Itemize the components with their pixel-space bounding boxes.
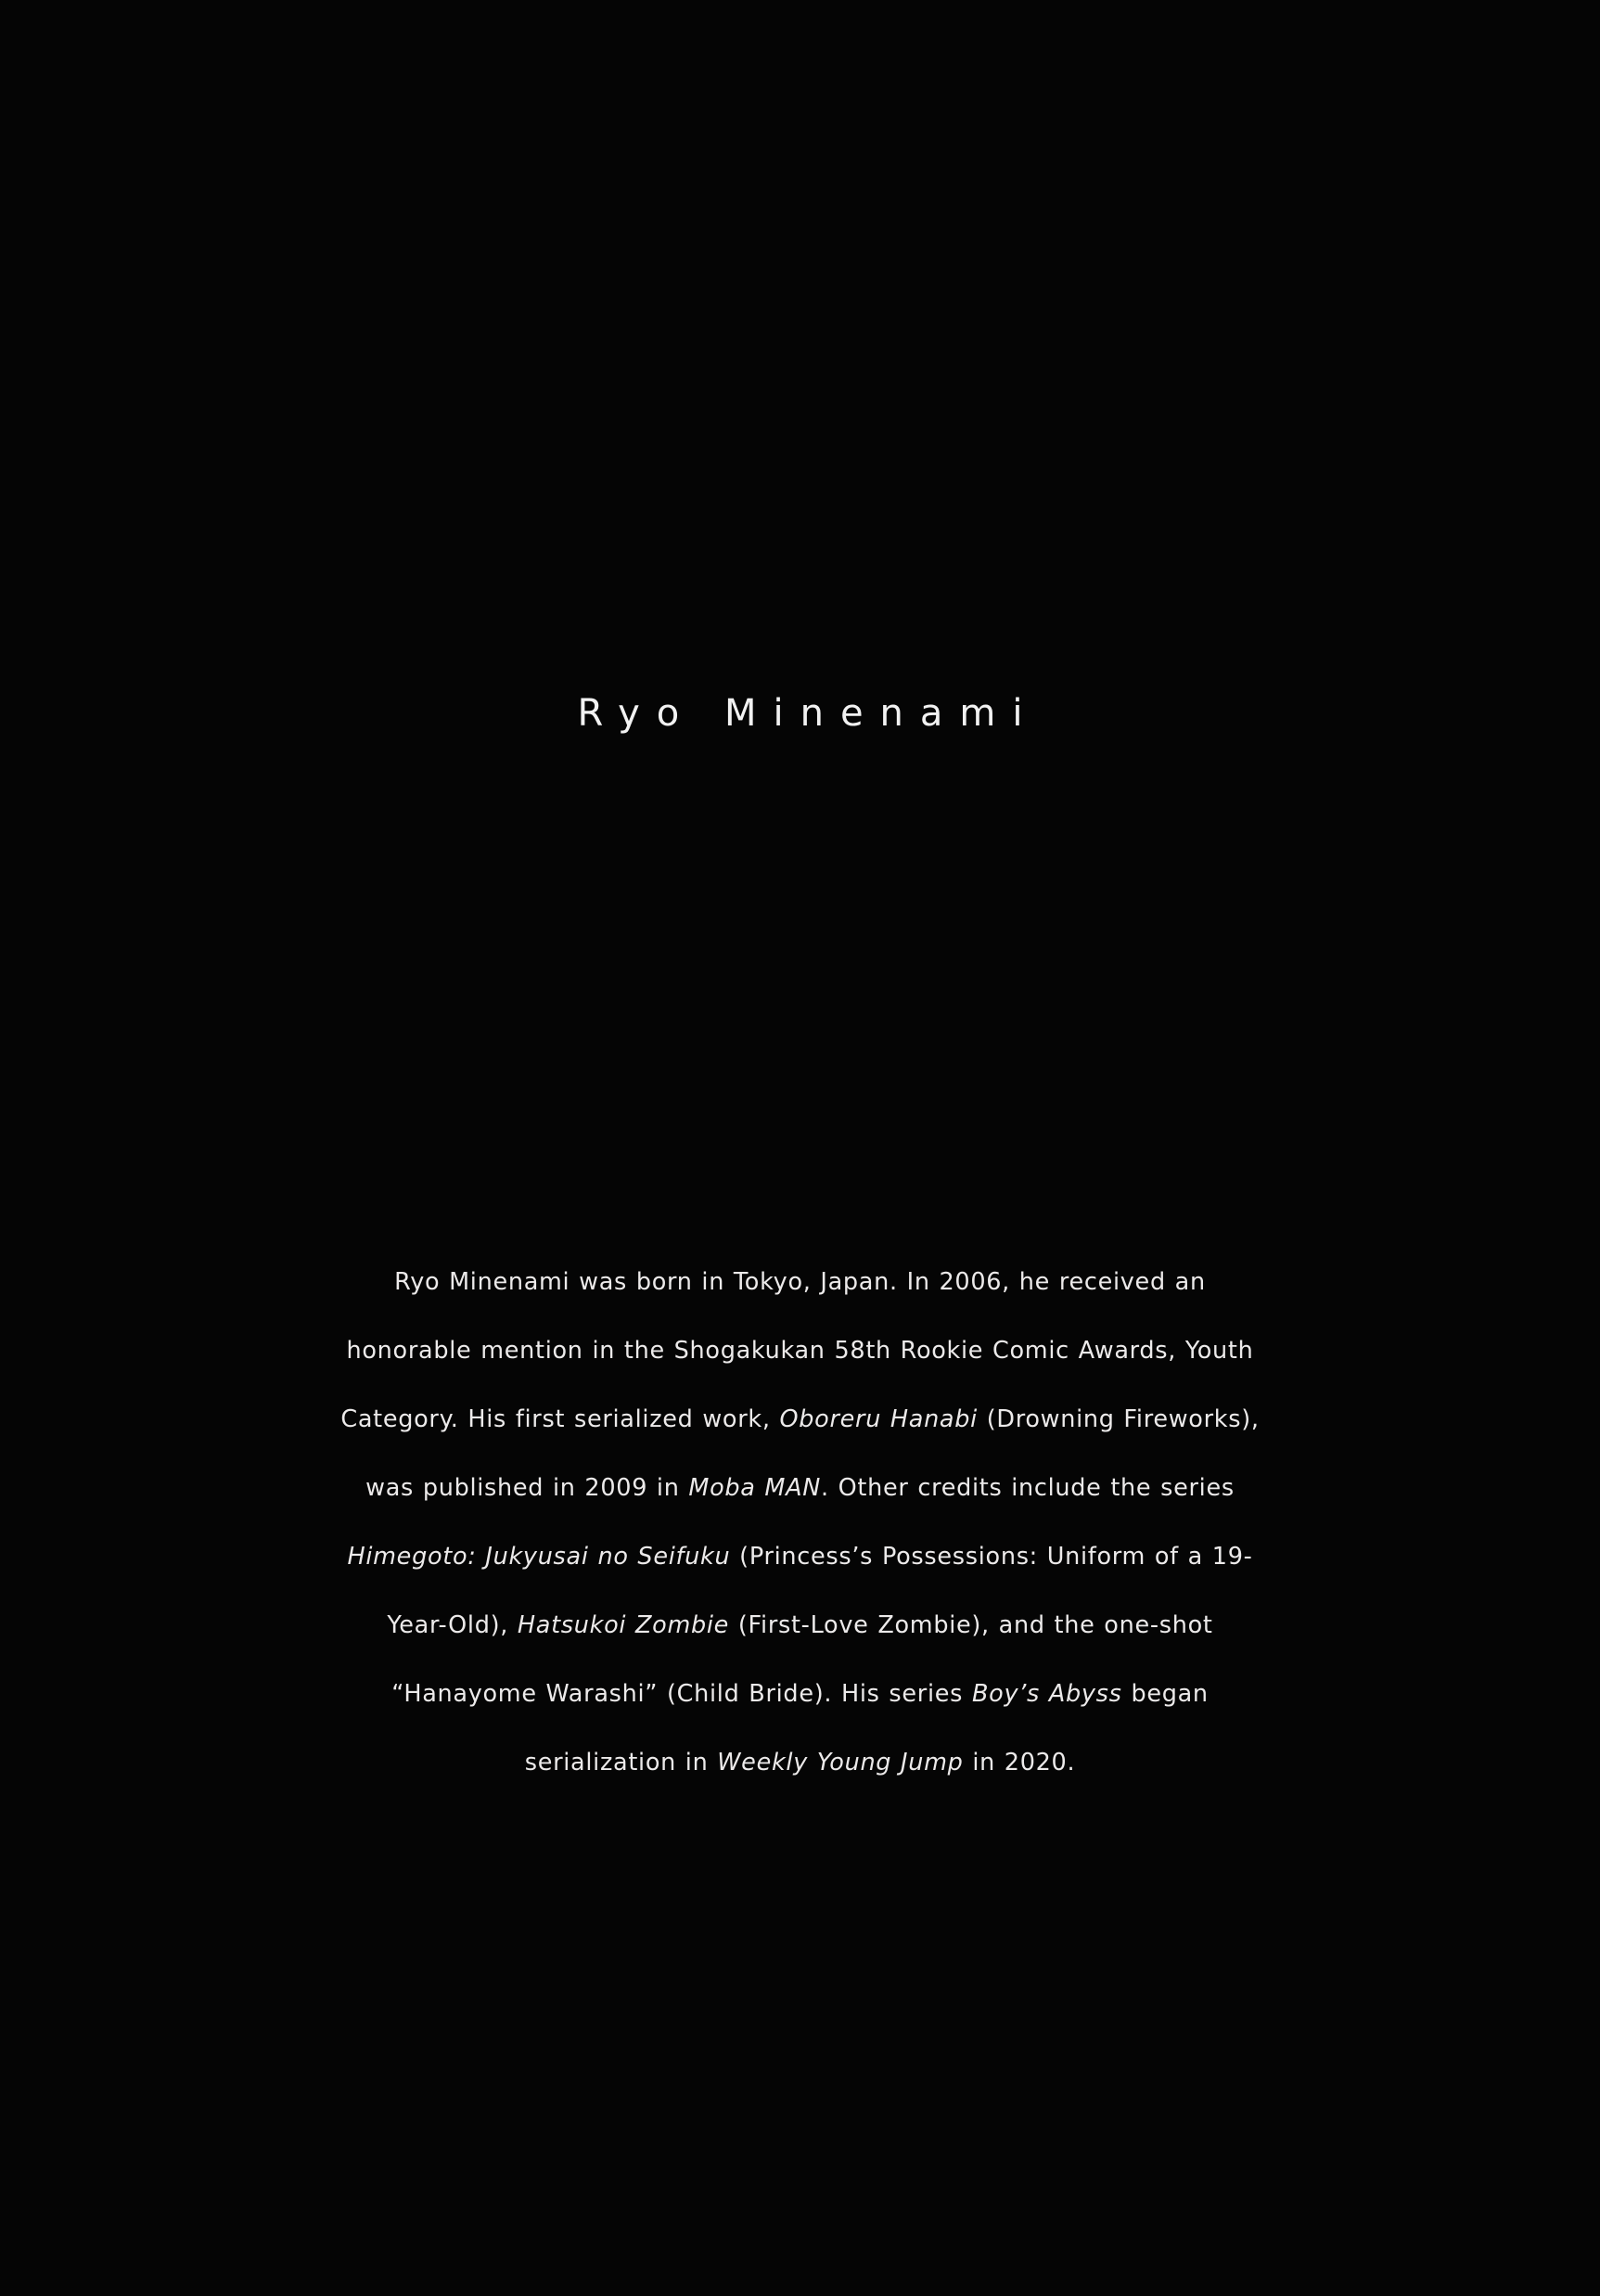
bio-text-run: (Drowning Fireworks), was published in 2009 in	[365, 1405, 1260, 1502]
bio-text-run: began serialization in	[524, 1680, 1209, 1777]
bio-title-italic: Boy’s Abyss	[971, 1680, 1122, 1708]
bio-text-run: Ryo Minenami was born in Tokyo, Japan. In 2006, he received an honorable mention in the Shogakukan 58th Rookie Comic Awards, Youth Category. His first serialized work,	[340, 1268, 1254, 1433]
bio-text-run: (Princess’s Possessions: Uniform of a 19-Year-Old),	[387, 1543, 1253, 1639]
bio-title-italic: Hatsukoi Zombie	[517, 1611, 730, 1639]
bio-text-run: in 2020.	[963, 1749, 1076, 1777]
bio-title-italic: Weekly Young Jump	[717, 1749, 964, 1777]
bio-title-italic: Oboreru Hanabi	[779, 1405, 978, 1433]
bio-text-run: . Other credits include the series	[821, 1474, 1235, 1502]
author-biography-text	[337, 1248, 1264, 1797]
bio-text-run: (First-Love Zombie), and the one-shot “Hanayome Warashi” (Child Bride). His series	[391, 1611, 1213, 1708]
bio-title-italic: Moba MAN	[688, 1474, 822, 1502]
bio-title-italic: Himegoto: Jukyusai no Seifuku	[347, 1543, 731, 1571]
author-name: Ryo Minenami	[577, 692, 1040, 735]
